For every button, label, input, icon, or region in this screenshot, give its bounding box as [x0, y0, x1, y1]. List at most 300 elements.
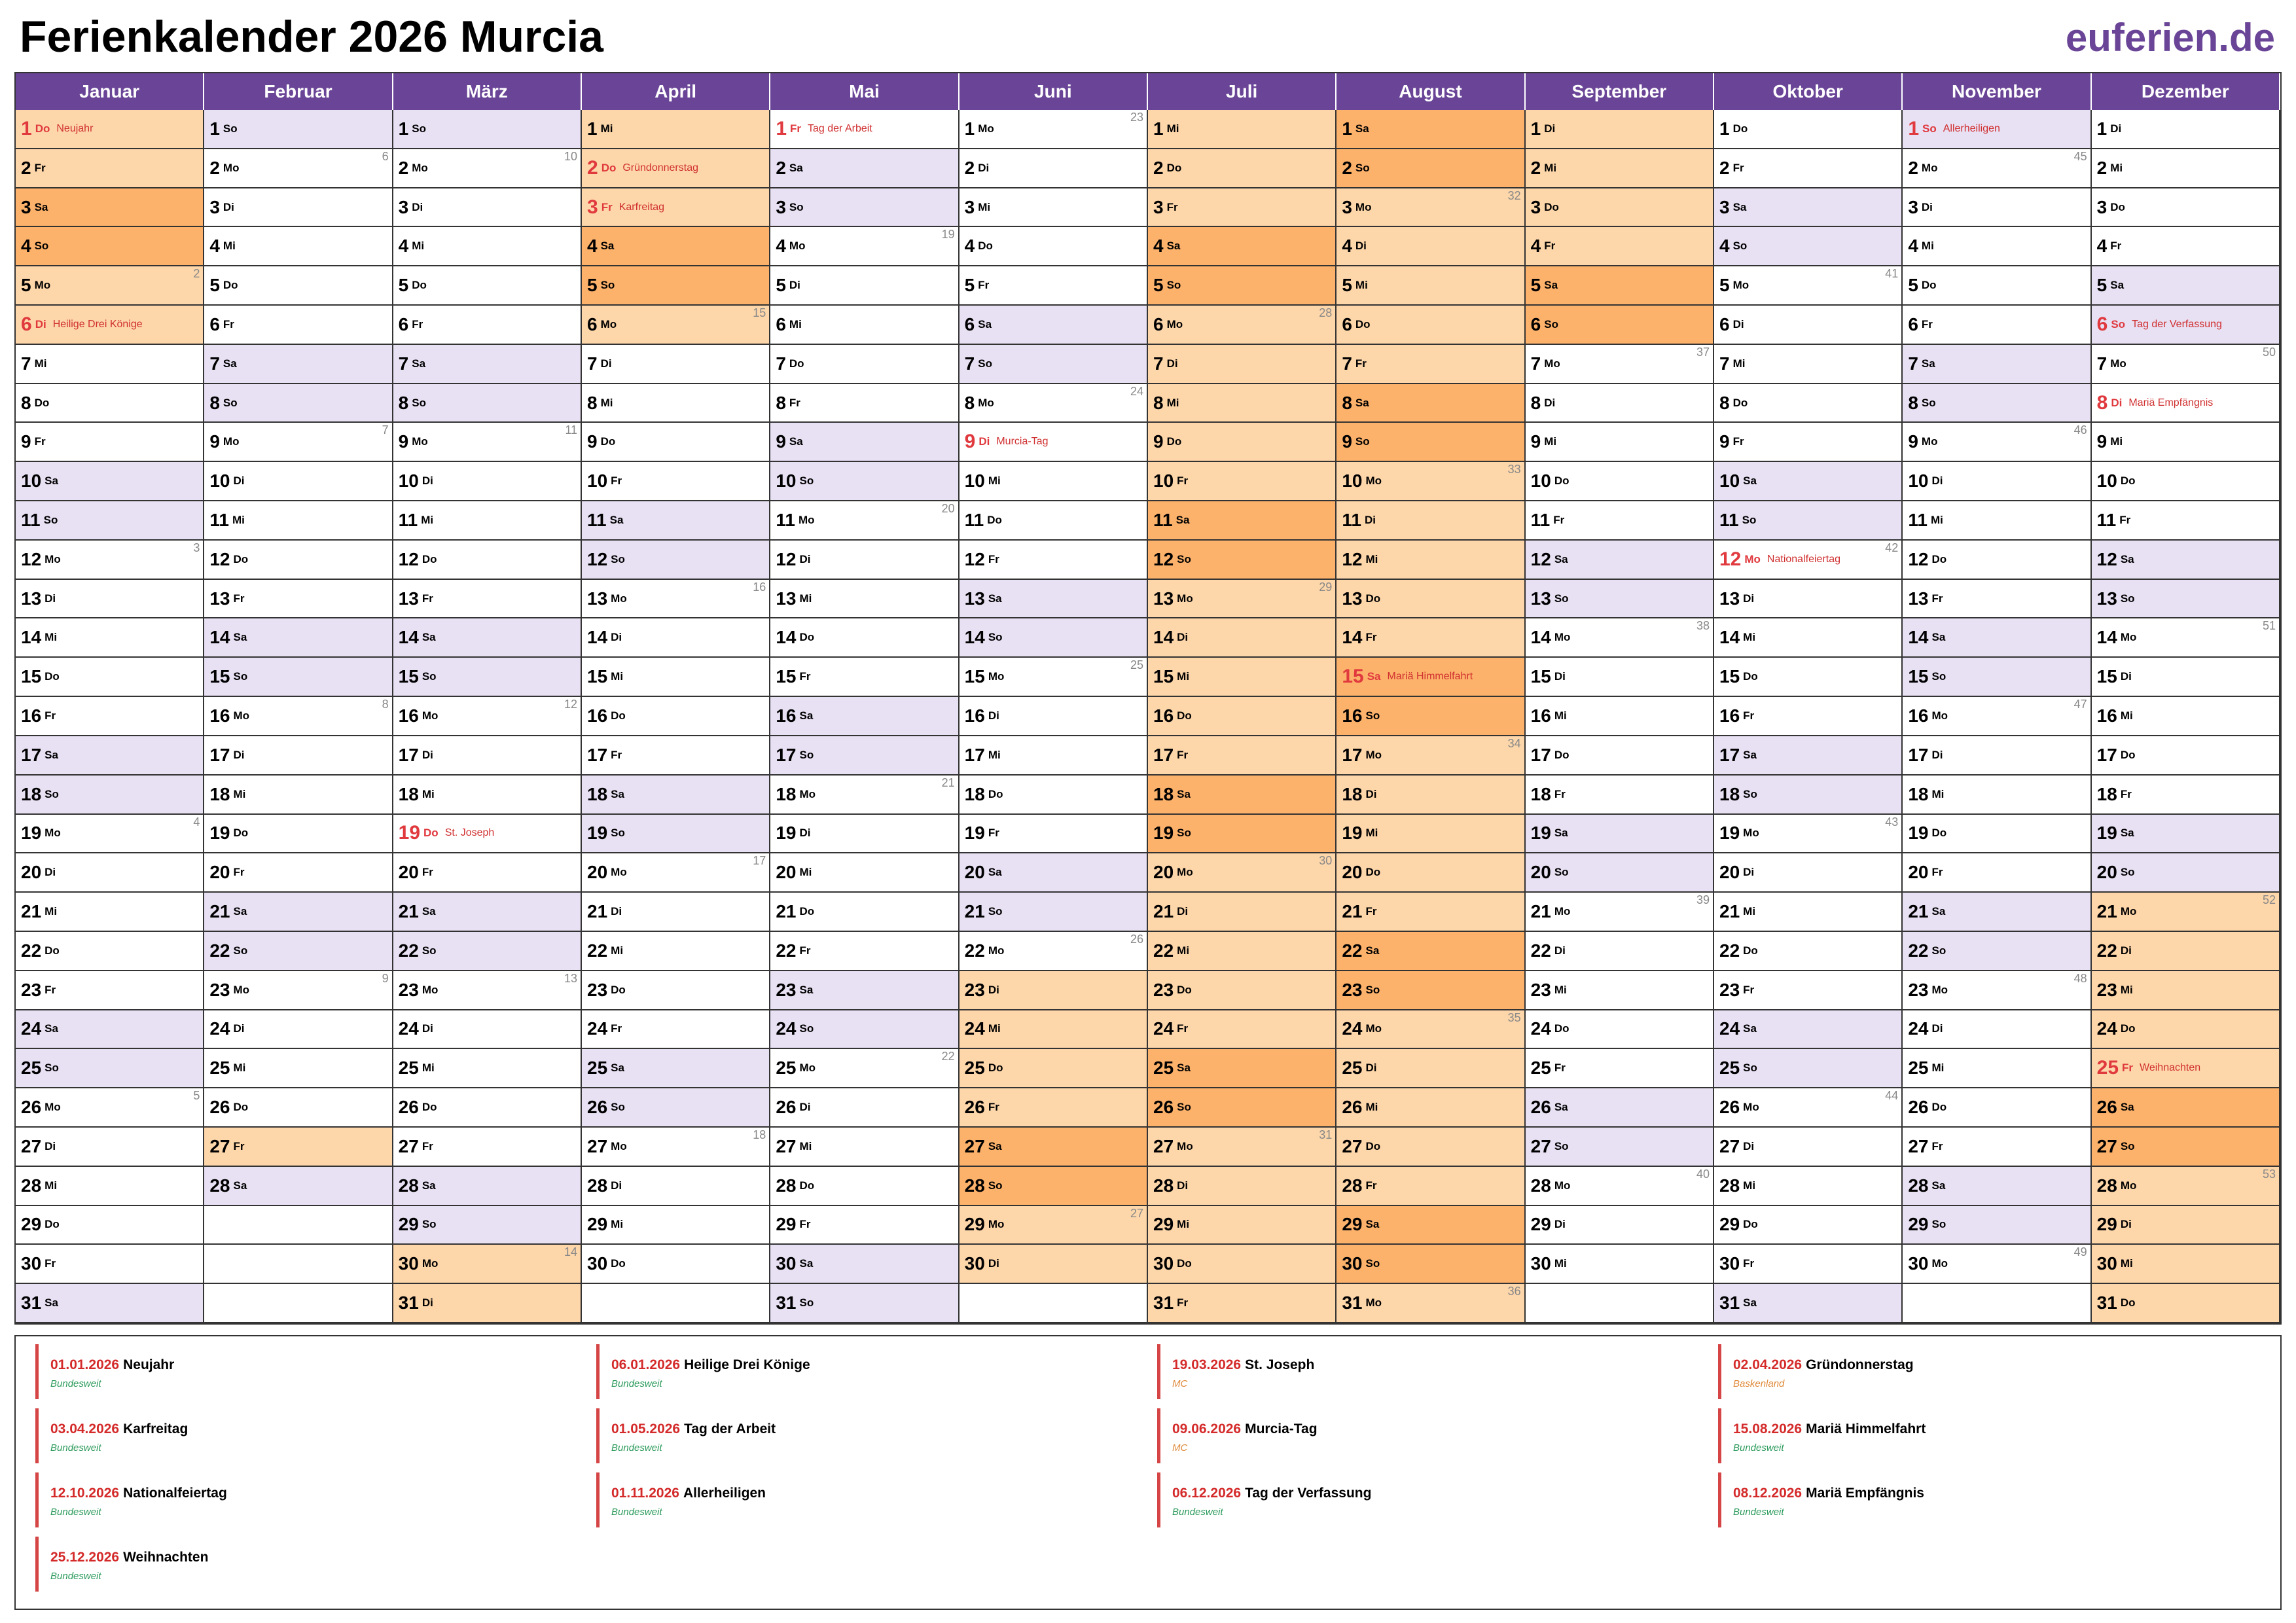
day-cell[interactable] [770, 541, 959, 580]
day-cell[interactable] [960, 1206, 1148, 1245]
day-cell[interactable] [16, 227, 204, 266]
day-cell[interactable] [1148, 384, 1336, 423]
day-cell[interactable] [1526, 658, 1714, 697]
day-cell[interactable] [770, 1167, 959, 1206]
day-cell[interactable] [770, 462, 959, 501]
day-cell[interactable] [1714, 1284, 1903, 1323]
day-cell[interactable] [1903, 541, 2091, 580]
day-cell[interactable] [393, 501, 582, 541]
day-cell[interactable] [393, 227, 582, 266]
day-cell[interactable] [770, 736, 959, 776]
day-cell[interactable] [960, 227, 1148, 266]
day-cell[interactable] [1148, 618, 1336, 658]
day-cell[interactable] [582, 1088, 770, 1128]
day-cell[interactable] [1148, 1128, 1336, 1167]
day-cell[interactable] [1336, 227, 1525, 266]
day-cell[interactable] [1903, 227, 2091, 266]
day-cell[interactable] [1148, 345, 1336, 384]
day-cell[interactable] [960, 110, 1148, 149]
day-cell[interactable] [770, 384, 959, 423]
day-cell[interactable] [1148, 776, 1336, 815]
day-cell[interactable] [204, 776, 393, 815]
day-cell[interactable] [16, 501, 204, 541]
day-cell[interactable] [960, 1088, 1148, 1128]
day-cell[interactable] [393, 1245, 582, 1284]
day-cell[interactable] [960, 1049, 1148, 1088]
day-cell[interactable] [2092, 462, 2280, 501]
day-cell[interactable] [1336, 266, 1525, 306]
day-cell[interactable] [1526, 618, 1714, 658]
day-cell[interactable] [16, 1049, 204, 1088]
day-cell[interactable] [16, 697, 204, 736]
day-cell[interactable] [1336, 971, 1525, 1010]
day-cell[interactable] [582, 1049, 770, 1088]
day-cell[interactable] [1148, 1245, 1336, 1284]
day-cell[interactable] [1714, 462, 1903, 501]
day-cell[interactable] [1526, 306, 1714, 345]
day-cell[interactable] [16, 306, 204, 345]
day-cell[interactable] [1336, 462, 1525, 501]
day-cell[interactable] [1148, 1284, 1336, 1323]
day-cell[interactable] [960, 815, 1148, 854]
day-cell[interactable] [1336, 1010, 1525, 1050]
day-cell[interactable] [393, 815, 582, 854]
day-cell[interactable] [770, 110, 959, 149]
day-cell[interactable] [1903, 423, 2091, 462]
day-cell[interactable] [1148, 1206, 1336, 1245]
day-cell[interactable] [582, 423, 770, 462]
day-cell[interactable] [1526, 971, 1714, 1010]
day-cell[interactable] [770, 1010, 959, 1050]
day-cell[interactable] [1148, 736, 1336, 776]
day-cell[interactable] [204, 1167, 393, 1206]
day-cell[interactable] [16, 149, 204, 188]
day-cell[interactable] [1336, 736, 1525, 776]
day-cell[interactable] [960, 266, 1148, 306]
day-cell[interactable] [1526, 1088, 1714, 1128]
day-cell[interactable] [393, 462, 582, 501]
day-cell[interactable] [1148, 501, 1336, 541]
day-cell[interactable] [1903, 1088, 2091, 1128]
day-cell[interactable] [770, 893, 959, 932]
day-cell[interactable] [204, 1010, 393, 1050]
day-cell[interactable] [204, 110, 393, 149]
day-cell[interactable] [1148, 462, 1336, 501]
day-cell[interactable] [393, 580, 582, 619]
day-cell[interactable] [1336, 541, 1525, 580]
day-cell[interactable] [2092, 853, 2280, 893]
day-cell[interactable] [204, 893, 393, 932]
day-cell[interactable] [960, 853, 1148, 893]
day-cell[interactable] [1714, 1010, 1903, 1050]
day-cell[interactable] [2092, 815, 2280, 854]
day-cell[interactable] [1526, 932, 1714, 971]
day-cell[interactable] [582, 893, 770, 932]
day-cell[interactable] [1336, 1245, 1525, 1284]
day-cell[interactable] [393, 1010, 582, 1050]
day-cell[interactable] [393, 932, 582, 971]
day-cell[interactable] [16, 932, 204, 971]
day-cell[interactable] [393, 697, 582, 736]
day-cell[interactable] [582, 815, 770, 854]
day-cell[interactable] [1903, 697, 2091, 736]
day-cell[interactable] [1336, 188, 1525, 228]
day-cell[interactable] [1336, 893, 1525, 932]
day-cell[interactable] [1526, 1128, 1714, 1167]
day-cell[interactable] [1903, 1010, 2091, 1050]
day-cell[interactable] [204, 932, 393, 971]
day-cell[interactable] [960, 384, 1148, 423]
day-cell[interactable] [2092, 736, 2280, 776]
day-cell[interactable] [960, 776, 1148, 815]
day-cell[interactable] [2092, 697, 2280, 736]
day-cell[interactable] [1526, 149, 1714, 188]
day-cell[interactable] [2092, 1088, 2280, 1128]
day-cell[interactable] [1903, 266, 2091, 306]
day-cell[interactable] [1148, 541, 1336, 580]
day-cell[interactable] [204, 580, 393, 619]
day-cell[interactable] [1903, 306, 2091, 345]
day-cell[interactable] [393, 541, 582, 580]
day-cell[interactable] [204, 853, 393, 893]
day-cell[interactable] [582, 462, 770, 501]
day-cell[interactable] [393, 384, 582, 423]
day-cell[interactable] [2092, 188, 2280, 228]
day-cell[interactable] [1336, 815, 1525, 854]
day-cell[interactable] [2092, 658, 2280, 697]
day-cell[interactable] [1336, 1206, 1525, 1245]
day-cell[interactable] [2092, 580, 2280, 619]
day-cell[interactable] [582, 1206, 770, 1245]
day-cell[interactable] [204, 501, 393, 541]
day-cell[interactable] [770, 149, 959, 188]
day-cell[interactable] [393, 423, 582, 462]
day-cell[interactable] [1526, 501, 1714, 541]
day-cell[interactable] [204, 658, 393, 697]
day-cell[interactable] [960, 1245, 1148, 1284]
day-cell[interactable] [1336, 110, 1525, 149]
day-cell[interactable] [1336, 149, 1525, 188]
day-cell[interactable] [1148, 266, 1336, 306]
day-cell[interactable] [770, 188, 959, 228]
day-cell[interactable] [1714, 618, 1903, 658]
day-cell[interactable] [1714, 266, 1903, 306]
day-cell[interactable] [1903, 462, 2091, 501]
day-cell[interactable] [1336, 580, 1525, 619]
day-cell[interactable] [1714, 658, 1903, 697]
day-cell[interactable] [1336, 306, 1525, 345]
day-cell[interactable] [1903, 932, 2091, 971]
day-cell[interactable] [393, 1284, 582, 1323]
day-cell[interactable] [1903, 1167, 2091, 1206]
day-cell[interactable] [1714, 384, 1903, 423]
day-cell[interactable] [582, 853, 770, 893]
day-cell[interactable] [16, 1206, 204, 1245]
day-cell[interactable] [16, 541, 204, 580]
day-cell[interactable] [770, 853, 959, 893]
day-cell[interactable] [582, 306, 770, 345]
day-cell[interactable] [16, 110, 204, 149]
day-cell[interactable] [1526, 736, 1714, 776]
day-cell[interactable] [770, 776, 959, 815]
day-cell[interactable] [960, 697, 1148, 736]
day-cell[interactable] [1148, 971, 1336, 1010]
day-cell[interactable] [1526, 853, 1714, 893]
day-cell[interactable] [582, 736, 770, 776]
day-cell[interactable] [960, 345, 1148, 384]
day-cell[interactable] [1903, 188, 2091, 228]
day-cell[interactable] [582, 501, 770, 541]
day-cell[interactable] [16, 776, 204, 815]
day-cell[interactable] [960, 932, 1148, 971]
day-cell[interactable] [2092, 501, 2280, 541]
day-cell[interactable] [1336, 384, 1525, 423]
day-cell[interactable] [1148, 853, 1336, 893]
day-cell[interactable] [582, 1010, 770, 1050]
day-cell[interactable] [960, 580, 1148, 619]
day-cell[interactable] [16, 384, 204, 423]
day-cell[interactable] [1903, 658, 2091, 697]
day-cell[interactable] [1526, 266, 1714, 306]
day-cell[interactable] [582, 541, 770, 580]
day-cell[interactable] [1714, 1245, 1903, 1284]
day-cell[interactable] [2092, 345, 2280, 384]
day-cell[interactable] [1714, 932, 1903, 971]
day-cell[interactable] [1148, 1010, 1336, 1050]
day-cell[interactable] [770, 932, 959, 971]
day-cell[interactable] [1526, 423, 1714, 462]
day-cell[interactable] [582, 188, 770, 228]
day-cell[interactable] [1336, 1284, 1525, 1323]
day-cell[interactable] [204, 266, 393, 306]
day-cell[interactable] [16, 462, 204, 501]
day-cell[interactable] [1714, 1088, 1903, 1128]
day-cell[interactable] [2092, 227, 2280, 266]
day-cell[interactable] [582, 697, 770, 736]
day-cell[interactable] [1526, 188, 1714, 228]
day-cell[interactable] [1714, 893, 1903, 932]
day-cell[interactable] [16, 618, 204, 658]
day-cell[interactable] [1714, 736, 1903, 776]
day-cell[interactable] [1336, 932, 1525, 971]
day-cell[interactable] [582, 266, 770, 306]
day-cell[interactable] [2092, 932, 2280, 971]
day-cell[interactable] [1903, 1206, 2091, 1245]
day-cell[interactable] [770, 266, 959, 306]
day-cell[interactable] [1903, 618, 2091, 658]
day-cell[interactable] [582, 384, 770, 423]
day-cell[interactable] [2092, 1167, 2280, 1206]
day-cell[interactable] [960, 1010, 1148, 1050]
day-cell[interactable] [1148, 188, 1336, 228]
day-cell[interactable] [1903, 815, 2091, 854]
day-cell[interactable] [582, 776, 770, 815]
day-cell[interactable] [1526, 1167, 1714, 1206]
day-cell[interactable] [1903, 345, 2091, 384]
day-cell[interactable] [582, 618, 770, 658]
day-cell[interactable] [1148, 815, 1336, 854]
day-cell[interactable] [770, 1245, 959, 1284]
day-cell[interactable] [393, 149, 582, 188]
day-cell[interactable] [1903, 501, 2091, 541]
day-cell[interactable] [2092, 776, 2280, 815]
day-cell[interactable] [770, 1284, 959, 1323]
day-cell[interactable] [1148, 423, 1336, 462]
day-cell[interactable] [2092, 110, 2280, 149]
day-cell[interactable] [1148, 932, 1336, 971]
day-cell[interactable] [960, 149, 1148, 188]
day-cell[interactable] [1148, 658, 1336, 697]
day-cell[interactable] [16, 971, 204, 1010]
day-cell[interactable] [1714, 541, 1903, 580]
day-cell[interactable] [1336, 1167, 1525, 1206]
day-cell[interactable] [1526, 541, 1714, 580]
day-cell[interactable] [204, 971, 393, 1010]
day-cell[interactable] [1336, 1049, 1525, 1088]
day-cell[interactable] [16, 1284, 204, 1323]
day-cell[interactable] [770, 658, 959, 697]
day-cell[interactable] [1148, 1088, 1336, 1128]
day-cell[interactable] [16, 266, 204, 306]
day-cell[interactable] [1526, 697, 1714, 736]
day-cell[interactable] [393, 1167, 582, 1206]
day-cell[interactable] [16, 1010, 204, 1050]
day-cell[interactable] [1336, 658, 1525, 697]
day-cell[interactable] [1148, 227, 1336, 266]
day-cell[interactable] [1148, 306, 1336, 345]
day-cell[interactable] [393, 266, 582, 306]
day-cell[interactable] [1903, 384, 2091, 423]
day-cell[interactable] [2092, 149, 2280, 188]
day-cell[interactable] [16, 815, 204, 854]
day-cell[interactable] [16, 423, 204, 462]
day-cell[interactable] [1336, 423, 1525, 462]
day-cell[interactable] [1526, 110, 1714, 149]
day-cell[interactable] [1148, 149, 1336, 188]
day-cell[interactable] [770, 227, 959, 266]
day-cell[interactable] [16, 1088, 204, 1128]
day-cell[interactable] [1903, 971, 2091, 1010]
day-cell[interactable] [2092, 1206, 2280, 1245]
day-cell[interactable] [16, 893, 204, 932]
day-cell[interactable] [393, 658, 582, 697]
day-cell[interactable] [960, 971, 1148, 1010]
day-cell[interactable] [1714, 306, 1903, 345]
day-cell[interactable] [582, 932, 770, 971]
day-cell[interactable] [960, 893, 1148, 932]
day-cell[interactable] [960, 658, 1148, 697]
day-cell[interactable] [204, 149, 393, 188]
day-cell[interactable] [393, 110, 582, 149]
day-cell[interactable] [960, 501, 1148, 541]
day-cell[interactable] [770, 618, 959, 658]
day-cell[interactable] [1714, 776, 1903, 815]
day-cell[interactable] [393, 306, 582, 345]
day-cell[interactable] [1714, 110, 1903, 149]
day-cell[interactable] [1336, 776, 1525, 815]
day-cell[interactable] [1148, 1049, 1336, 1088]
day-cell[interactable] [393, 1128, 582, 1167]
day-cell[interactable] [770, 1128, 959, 1167]
day-cell[interactable] [960, 736, 1148, 776]
day-cell[interactable] [1714, 971, 1903, 1010]
day-cell[interactable] [1336, 1088, 1525, 1128]
day-cell[interactable] [1714, 853, 1903, 893]
day-cell[interactable] [393, 736, 582, 776]
day-cell[interactable] [393, 1088, 582, 1128]
day-cell[interactable] [2092, 1128, 2280, 1167]
day-cell[interactable] [1336, 618, 1525, 658]
day-cell[interactable] [960, 462, 1148, 501]
day-cell[interactable] [1903, 149, 2091, 188]
day-cell[interactable] [2092, 618, 2280, 658]
day-cell[interactable] [16, 736, 204, 776]
day-cell[interactable] [1148, 580, 1336, 619]
day-cell[interactable] [393, 1206, 582, 1245]
day-cell[interactable] [393, 1049, 582, 1088]
day-cell[interactable] [204, 815, 393, 854]
day-cell[interactable] [582, 658, 770, 697]
day-cell[interactable] [1714, 1049, 1903, 1088]
day-cell[interactable] [2092, 266, 2280, 306]
day-cell[interactable] [2092, 423, 2280, 462]
day-cell[interactable] [16, 188, 204, 228]
day-cell[interactable] [204, 306, 393, 345]
day-cell[interactable] [1903, 1245, 2091, 1284]
day-cell[interactable] [1714, 227, 1903, 266]
day-cell[interactable] [582, 110, 770, 149]
day-cell[interactable] [204, 541, 393, 580]
day-cell[interactable] [1714, 1206, 1903, 1245]
day-cell[interactable] [1903, 736, 2091, 776]
day-cell[interactable] [770, 345, 959, 384]
day-cell[interactable] [770, 971, 959, 1010]
day-cell[interactable] [393, 618, 582, 658]
day-cell[interactable] [204, 1128, 393, 1167]
day-cell[interactable] [2092, 1284, 2280, 1323]
day-cell[interactable] [770, 1088, 959, 1128]
day-cell[interactable] [1526, 580, 1714, 619]
day-cell[interactable] [204, 1049, 393, 1088]
day-cell[interactable] [960, 1167, 1148, 1206]
day-cell[interactable] [2092, 384, 2280, 423]
day-cell[interactable] [1336, 697, 1525, 736]
day-cell[interactable] [16, 580, 204, 619]
day-cell[interactable] [393, 345, 582, 384]
day-cell[interactable] [582, 1245, 770, 1284]
day-cell[interactable] [770, 815, 959, 854]
day-cell[interactable] [204, 384, 393, 423]
day-cell[interactable] [1903, 853, 2091, 893]
day-cell[interactable] [1526, 1010, 1714, 1050]
day-cell[interactable] [204, 188, 393, 228]
day-cell[interactable] [204, 697, 393, 736]
day-cell[interactable] [1714, 1167, 1903, 1206]
day-cell[interactable] [393, 853, 582, 893]
day-cell[interactable] [2092, 1049, 2280, 1088]
day-cell[interactable] [393, 188, 582, 228]
day-cell[interactable] [770, 423, 959, 462]
day-cell[interactable] [204, 345, 393, 384]
day-cell[interactable] [1714, 423, 1903, 462]
day-cell[interactable] [16, 1128, 204, 1167]
brand-logo[interactable]: euferien.de [2065, 16, 2275, 60]
day-cell[interactable] [582, 227, 770, 266]
day-cell[interactable] [960, 423, 1148, 462]
day-cell[interactable] [770, 697, 959, 736]
day-cell[interactable] [1714, 188, 1903, 228]
day-cell[interactable] [16, 853, 204, 893]
